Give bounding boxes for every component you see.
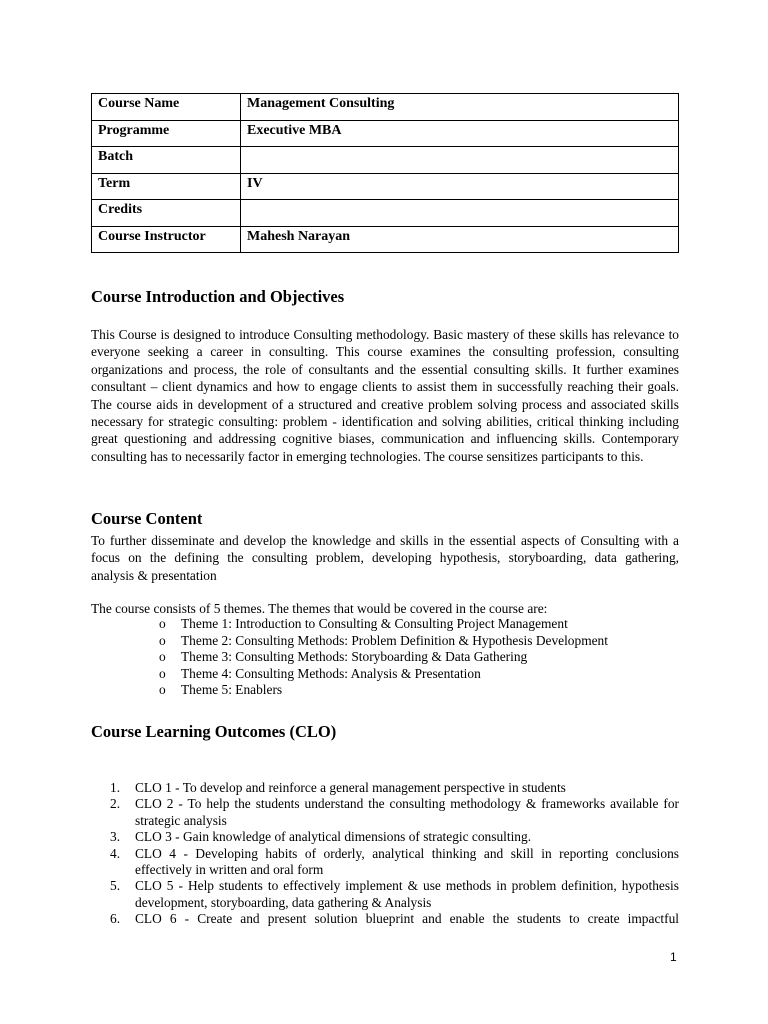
bullet-icon: o: [159, 665, 166, 681]
clo-text: [135, 878, 679, 911]
page-number: 1: [670, 950, 677, 964]
clo-text: [135, 780, 679, 796]
theme-item: [159, 649, 608, 666]
text-line: CLO 1 - To develop and reinforce a general management perspective in students: [135, 780, 566, 795]
theme-item: [159, 633, 608, 650]
text-line: This Course is designed to introduce Consulting methodology. Basic mastery of these skills has relevance to: [91, 327, 679, 342]
course-table-label: Course Instructor: [92, 226, 241, 253]
intro-heading: Course Introduction and Objectives: [91, 287, 345, 306]
course-table-label: Credits: [92, 200, 241, 227]
text-line: strategic analysis: [135, 812, 227, 828]
clo-list: [110, 780, 679, 928]
text-line: focus on the defining the consulting problem, developing hypothesis, storyboarding, data gathering,: [91, 550, 679, 566]
course-table-value: Management Consulting: [241, 94, 679, 121]
text-line: analysis & presentation: [91, 567, 217, 583]
text-line: everyone seeking a career in consulting. This course examines the consulting profession, consulting: [91, 344, 679, 360]
clo-text: [135, 846, 679, 879]
text-line: consulting has to necessarily factor in emerging technologies. The course sensitizes participants to this.: [91, 448, 644, 464]
text-line: To further disseminate and develop the knowledge and skills in the essential aspects of Consulting with a: [91, 533, 679, 548]
clo-item: [110, 796, 679, 829]
bullet-icon: o: [159, 632, 166, 648]
course-table-row: [92, 94, 679, 121]
course-table-value: Executive MBA: [241, 120, 679, 147]
text-line: CLO 4 - Developing habits of orderly, analytical thinking and skill in reporting conclusions: [135, 845, 679, 861]
text-line: CLO 2 - To help the students understand the consulting methodology & frameworks available for: [135, 796, 679, 812]
clo-item: [110, 878, 679, 911]
clo-item: [110, 829, 679, 845]
course-table-row: [92, 120, 679, 147]
course-table-label: Course Name: [92, 94, 241, 121]
course-table-label: Batch: [92, 147, 241, 174]
theme-text: Theme 5: Enablers: [181, 682, 283, 698]
text-line: organizations and process, the role of consultants and the essential consulting skills. It further examines: [91, 361, 679, 377]
bullet-icon: o: [159, 682, 166, 698]
clo-item: [110, 911, 679, 927]
theme-item: [159, 682, 608, 699]
course-table-label: Programme: [92, 120, 241, 147]
themes-list: [159, 616, 608, 699]
content-paragraph: [91, 532, 679, 584]
course-table-row: [92, 147, 679, 174]
clo-item: [110, 846, 679, 879]
course-table-row: [92, 173, 679, 200]
clo-number: 2.: [110, 796, 121, 812]
bullet-icon: o: [159, 649, 166, 665]
clo-text: [135, 829, 679, 845]
clo-item: [110, 780, 679, 796]
theme-text: Theme 2: Consulting Methods: Problem Definition & Hypothesis Development: [181, 632, 608, 648]
intro-paragraph: [91, 326, 679, 465]
clo-text: [135, 911, 679, 927]
clo-heading: Course Learning Outcomes (CLO): [91, 722, 337, 741]
theme-text: Theme 4: Consulting Methods: Analysis & Presentation: [181, 665, 481, 681]
text-line: CLO 3 - Gain knowledge of analytical dimensions of strategic consulting.: [135, 829, 532, 845]
clo-text: [135, 796, 679, 829]
course-table-row: [92, 226, 679, 253]
course-table-value: IV: [241, 173, 679, 200]
clo-number: 3.: [110, 829, 121, 845]
theme-text: Theme 1: Introduction to Consulting & Consulting Project Management: [181, 616, 568, 631]
text-line: development, storyboarding, data gathering & Analysis: [135, 894, 432, 910]
course-table-value: [241, 200, 679, 227]
course-table-value: Mahesh Narayan: [241, 226, 679, 253]
text-line: great questioning and addressing cognitive biases, communication and influencing skills. Contemporary: [91, 431, 679, 447]
text-line: consultant – client dynamics and how to engage clients to assist them in successfully reaching their goals.: [91, 379, 679, 395]
text-line: necessary for strategic consulting: problem - identification and solving abilities, critical thinking including: [91, 414, 679, 430]
course-table-row: [92, 200, 679, 227]
course-table-value: [241, 147, 679, 174]
text-line: CLO 6 - Create and present solution blueprint and enable the students to create impactful: [135, 911, 679, 927]
bullet-icon: o: [159, 616, 166, 631]
text-line: CLO 5 - Help students to effectively implement & use methods in problem definition, hypothesis: [135, 878, 679, 894]
clo-number: 6.: [110, 911, 121, 927]
clo-number: 5.: [110, 878, 121, 894]
clo-number: 1.: [110, 780, 121, 795]
themes-intro: The course consists of 5 themes. The themes that would be covered in the course are:: [91, 601, 548, 616]
theme-item: [159, 666, 608, 683]
theme-item: [159, 616, 608, 633]
text-line: effectively in written and oral form: [135, 862, 324, 878]
course-info-table: [91, 93, 679, 253]
content-heading: Course Content: [91, 509, 203, 528]
text-line: The course aids in development of a structured and creative problem solving process and associated skills: [91, 396, 679, 412]
course-table-label: Term: [92, 173, 241, 200]
theme-text: Theme 3: Consulting Methods: Storyboarding & Data Gathering: [181, 649, 528, 665]
clo-number: 4.: [110, 845, 121, 861]
